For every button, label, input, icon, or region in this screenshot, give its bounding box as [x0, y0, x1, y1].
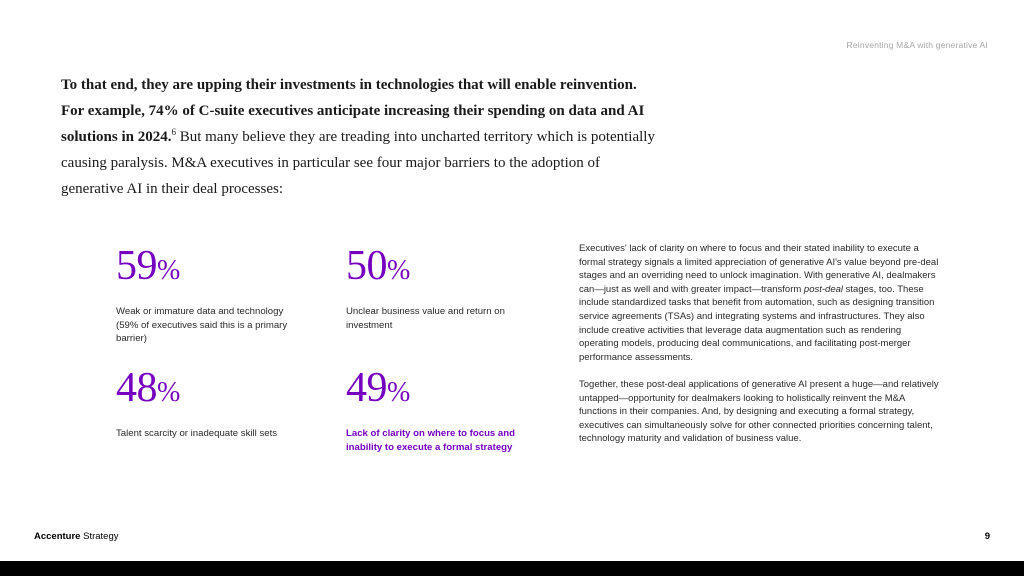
footnote-marker: 6 — [171, 127, 176, 137]
stat-label: Talent scarcity or inadequate skill sets — [116, 428, 278, 439]
stat-value: 59% — [116, 243, 181, 289]
page-number: 9 — [984, 531, 990, 542]
bottom-bar — [0, 561, 1024, 576]
sidebar-text — [579, 242, 941, 460]
sidebar-paragraph-2: Together, these post-deal applications of generative AI present a huge—and relatively untapped—opportunity for dealmakers looking to holistically reinvent the M&A functions in their companies. And, by designing and executing a formal strategy, executives can simultaneously solve for other connected priorities concerning talent, technology maturity and validation of business value. — [579, 378, 939, 445]
document-title: Reinventing M&A with generative AI — [846, 40, 988, 50]
intro-bold-text: To that end, they are upping their investments in technologies that will enable reinvention. For example, 74% of C-suite executives anticipate increasing their spending on data and AI solutions in 2024. — [61, 77, 645, 145]
stat-value: 50% — [346, 243, 411, 289]
brand-logo: Accenture Strategy — [34, 531, 119, 542]
emphasis-text: post-deal — [803, 283, 844, 295]
sidebar-paragraph-1: Executives' lack of clarity on where to focus and their stated inability to execute a formal strategy signals a limited appreciation of generative AI's value beyond pre-deal stages and an overriding need to unlock imagination. With generative AI, dealmakers can—just as well and with greater impact—transform post-deal stages, too. These include standardized tasks that benefit from automation, such as designing transition service agreements (TSAs) and integrating systems and infrastructures. They also include creative activities that leverage data augmentation such as rendering operating models, producing deal communications, and facilitating post-merger performance assessments. — [579, 243, 939, 363]
stat-strategy — [346, 366, 521, 454]
intro-regular-text: But many believe they are treading into uncharted territory which is potentially causing paralysis. M&A executives in particular see four major barriers to the adoption of generative AI in their deal processes: — [61, 129, 655, 197]
stat-talent — [116, 366, 291, 441]
stat-value: 49% — [346, 365, 411, 411]
stat-label-highlighted: Lack of clarity on where to focus and inability to execute a formal strategy — [346, 428, 515, 453]
stat-label: Unclear business value and return on investment — [346, 306, 505, 331]
stat-business-value — [346, 244, 521, 332]
stat-data-technology — [116, 244, 291, 346]
stat-value: 48% — [116, 365, 181, 411]
intro-paragraph — [61, 72, 661, 202]
stat-label: Weak or immature data and technology (59% of executives said this is a primary barrier) — [116, 306, 288, 344]
